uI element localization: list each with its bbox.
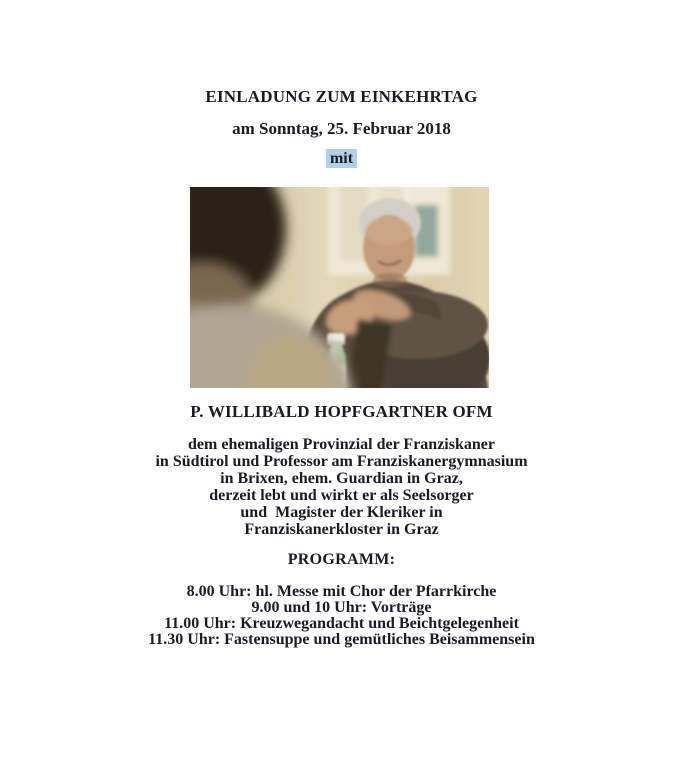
date-line: am Sonntag, 25. Februar 2018 bbox=[232, 119, 451, 138]
bio-line: dem ehemaligen Provinzial der Franziskaner bbox=[188, 436, 495, 453]
program-line: 9.00 und 10 Uhr: Vorträge bbox=[251, 599, 432, 616]
program-heading: PROGRAMM: bbox=[287, 551, 396, 568]
bio-line: und Magister der Kleriker in bbox=[240, 504, 443, 521]
photo-franciscan-friar bbox=[190, 187, 489, 388]
bio-line: in Brixen, ehem. Guardian in Graz, bbox=[220, 470, 463, 487]
program-schedule bbox=[0, 584, 683, 648]
speaker-name: P. WILLIBALD HOPFGARTNER OFM bbox=[190, 402, 493, 421]
bio-line: Franziskanerkloster in Graz bbox=[244, 521, 439, 538]
photo-illustration bbox=[190, 187, 489, 388]
bio-line: derzeit lebt und wirkt er als Seelsorger bbox=[209, 487, 474, 504]
speaker-bio bbox=[0, 436, 683, 538]
program-line: 11.00 Uhr: Kreuzwegandacht und Beichtgelegenheit bbox=[164, 615, 519, 632]
friar-chin-shadow bbox=[373, 273, 407, 287]
program-line: 8.00 Uhr: hl. Messe mit Chor der Pfarrkirche bbox=[186, 583, 497, 600]
bio-line: in Südtirol und Professor am Franziskanergymnasium bbox=[155, 453, 528, 470]
mit-line bbox=[0, 150, 683, 168]
page-title: EINLADUNG ZUM EINKEHRTAG bbox=[205, 87, 478, 106]
highlighted-word: mit bbox=[326, 149, 357, 168]
program-line: 11.30 Uhr: Fastensuppe und gemütliches Beisammensein bbox=[148, 631, 535, 648]
